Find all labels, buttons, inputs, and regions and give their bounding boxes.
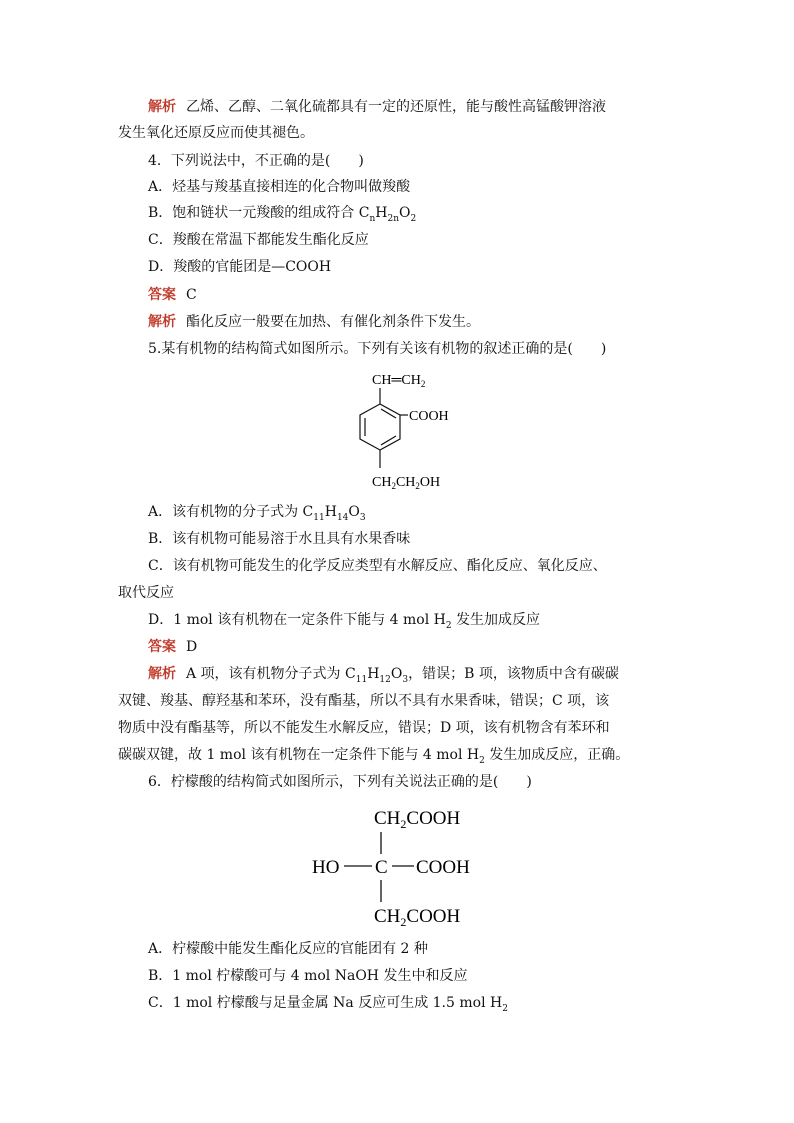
q4-answer: 答案 C [148, 287, 197, 303]
q6-option-a: A．柠檬酸中能发生酯化反应的官能团有 2 种 [148, 941, 428, 957]
q4-analysis: 解析 酯化反应一般要在加热、有催化剂条件下发生。 [148, 314, 480, 330]
q5-analysis-line2: 双键、羧基、醇羟基和苯环，没有酯基，所以不具有水果香味，错误；C 项，该 [118, 693, 610, 709]
q5-answer: 答案 D [148, 639, 198, 655]
q4-option-b: B．饱和链状一元羧酸的组成符合 $C_nH_{2n}O_2$ [148, 205, 417, 224]
svg-text:CH2COOH: $CH_2COOH$ [374, 906, 461, 929]
svg-text:CH═CH2: $CH═CH_2$ [372, 373, 426, 389]
q4-option-d: D．羧酸的官能团是—COOH [148, 259, 332, 275]
q6-structure-diagram [312, 798, 512, 930]
q4-option-c: C．羧酸在常温下都能发生酯化反应 [148, 232, 369, 248]
svg-text:COOH: COOH [416, 857, 470, 878]
analysis-label: 解析 [148, 666, 176, 682]
q5-option-d: D．1 mol 该有机物在一定条件下能与 4 mol $H_2$ 发生加成反应 [148, 612, 541, 631]
q5-option-c-line1: C．该有机物可能发生的化学反应类型有水解反应、酯化反应、氧化反应、 [148, 558, 607, 574]
svg-text:COOH: COOH [409, 409, 449, 424]
svg-text:CH2COOH: $CH_2COOH$ [374, 808, 461, 831]
analysis-label: 解析 [148, 314, 176, 330]
svg-text:HO: HO [312, 857, 340, 878]
analysis-label: 解析 [148, 99, 176, 115]
q5-analysis-line3: 物质中没有酯基等，所以不能发生水解反应，错误；D 项，该有机物含有苯环和 [118, 720, 610, 736]
answer-label: 答案 [148, 287, 176, 303]
q5-stem: 5.某有机物的结构简式如图所示。下列有关该有机物的叙述正确的是( ) [148, 341, 607, 357]
q5-option-b: B．该有机物可能易溶于水且具有水果香味 [148, 531, 411, 547]
q6-stem: 6．柠檬酸的结构简式如图所示，下列有关说法正确的是( ) [148, 774, 532, 790]
benzene-ring [360, 404, 400, 450]
q4-stem: 4．下列说法中，不正确的是( ) [148, 153, 364, 169]
answer-label: 答案 [148, 639, 176, 655]
q5-option-a: A．该有机物的分子式为 $C_{11}H_{14}O_3$ [148, 504, 366, 523]
svg-text:C: C [375, 857, 388, 878]
q6-option-b: B．1 mol 柠檬酸可与 4 mol NaOH 发生中和反应 [148, 968, 468, 984]
q6-option-c: C．1 mol 柠檬酸与足量金属 Na 反应可生成 1.5 mol $H_2$ [148, 995, 508, 1014]
q5-option-c-line2: 取代反应 [118, 585, 174, 601]
q4-option-a: A．烃基与羧基直接相连的化合物叫做羧酸 [148, 179, 411, 195]
q5-analysis-line4: 碳碳双键，故 1 mol 该有机物在一定条件下能与 4 mol $H_2$ 发生加成反应，正确。 [118, 747, 630, 766]
q3-analysis-line2: 发生氧化还原反应而使其褪色。 [118, 125, 314, 141]
q5-structure-diagram [340, 366, 490, 492]
q5-analysis-line1: 解析 A 项，该有机物分子式为 $C_{11}H_{12}O_3$，错误；B 项，该物质中含有碳碳 [148, 666, 619, 685]
q3-analysis-line1: 解析 乙烯、乙醇、二氧化硫都具有一定的还原性，能与酸性高锰酸钾溶液 [148, 99, 606, 115]
svg-text:CH2CH2OH: $CH_2CH_2OH$ [372, 475, 441, 491]
